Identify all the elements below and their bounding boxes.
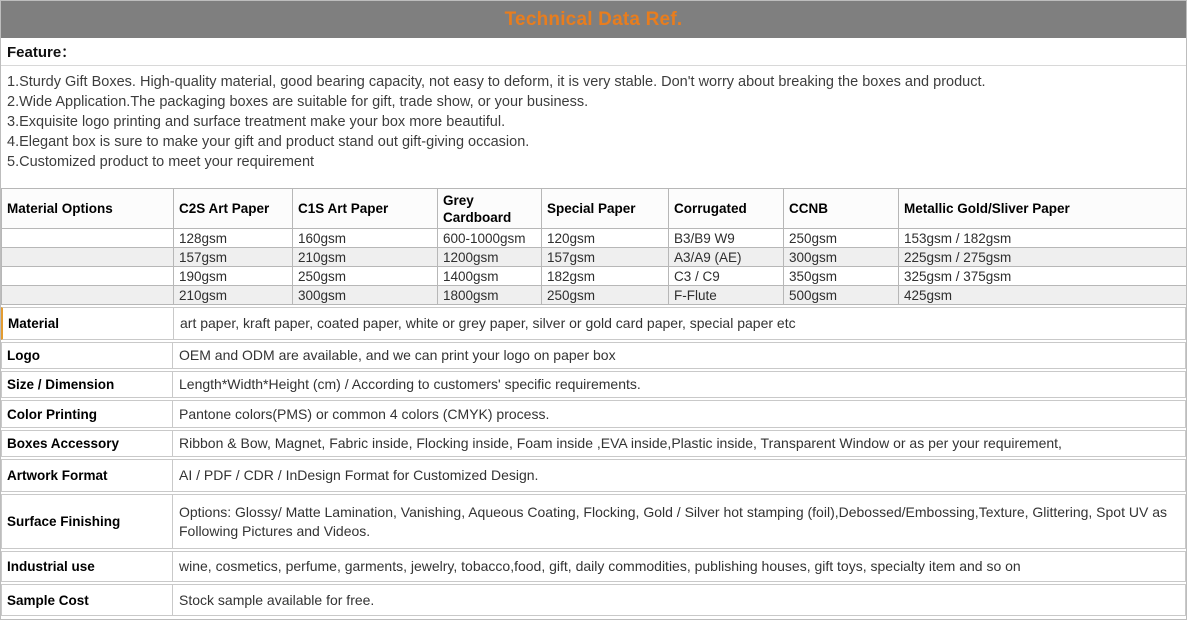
spec-cell: B3/B9 W9 <box>669 229 784 248</box>
detail-label: Material <box>3 308 174 339</box>
spec-cell: 250gsm <box>784 229 899 248</box>
spec-cell: 157gsm <box>174 248 293 267</box>
detail-label: Color Printing <box>2 401 173 427</box>
spec-cell: F-Flute <box>669 286 784 305</box>
detail-value: Ribbon & Bow, Magnet, Fabric inside, Flocking inside, Foam inside ,EVA inside,Plastic inside, Transparent Window or as per your requirement, <box>179 435 1062 451</box>
column-header-corrugated: Corrugated <box>669 189 784 229</box>
spec-cell: 160gsm <box>293 229 438 248</box>
spec-cell <box>2 229 174 248</box>
table-row <box>2 248 1187 267</box>
feature-item: 4.Elegant box is sure to make your gift and product stand out gift-giving occasion. <box>7 134 530 150</box>
column-header-material-options: Material Options <box>2 189 174 229</box>
detail-label: Boxes Accessory <box>2 431 173 456</box>
detail-label: Logo <box>2 343 173 368</box>
spec-cell: 500gsm <box>784 286 899 305</box>
detail-label: Industrial use <box>2 552 173 581</box>
detail-label: Artwork Format <box>2 460 173 491</box>
spec-cell: 120gsm <box>542 229 669 248</box>
column-header-ccnb: CCNB <box>784 189 899 229</box>
detail-value: art paper, kraft paper, coated paper, white or grey paper, silver or gold card paper, special paper etc <box>180 315 796 331</box>
feature-item: 5.Customized product to meet your requirement <box>7 154 315 170</box>
table-header-row <box>2 189 1187 229</box>
spec-cell: C3 / C9 <box>669 267 784 286</box>
feature-item: 3.Exquisite logo printing and surface treatment make your box more beautiful. <box>7 114 506 130</box>
table-row <box>2 229 1187 248</box>
page-title: Technical Data Ref. <box>504 8 683 30</box>
spec-cell <box>2 267 174 286</box>
detail-value: Options: Glossy/ Matte Lamination, Vanishing, Aqueous Coating, Flocking, Gold / Silver hot stamping (foil),Debossed/Embossing,Texture, Glittering, Spot UV as Following Pictures and Videos. <box>179 503 1167 539</box>
spec-cell: 182gsm <box>542 267 669 286</box>
detail-value: Pantone colors(PMS) or common 4 colors (CMYK) process. <box>179 405 550 422</box>
detail-row-surface-finishing <box>1 494 1186 549</box>
feature-heading-row <box>1 38 1186 66</box>
feature-item: 2.Wide Application.The packaging boxes are suitable for gift, trade show, or your business. <box>7 94 589 110</box>
spec-cell: 300gsm <box>784 248 899 267</box>
detail-row-industrial-use <box>1 551 1186 582</box>
details-section <box>1 307 1186 616</box>
spec-cell: 128gsm <box>174 229 293 248</box>
detail-value: Length*Width*Height (cm) / According to customers' specific requirements. <box>179 376 641 392</box>
detail-row-artwork-format <box>1 459 1186 492</box>
banner <box>1 1 1186 38</box>
spec-cell: 250gsm <box>542 286 669 305</box>
detail-value: OEM and ODM are available, and we can print your logo on paper box <box>179 347 616 363</box>
detail-value: AI / PDF / CDR / InDesign Format for Customized Design. <box>179 467 539 483</box>
detail-value: Stock sample available for free. <box>179 591 375 608</box>
detail-row-material <box>1 307 1186 340</box>
detail-row-logo <box>1 342 1186 369</box>
spec-cell: 210gsm <box>174 286 293 305</box>
spec-cell: 1200gsm <box>438 248 542 267</box>
detail-label: Size / Dimension <box>2 372 173 397</box>
detail-row-boxes-accessory <box>1 430 1186 457</box>
table-row <box>2 267 1187 286</box>
column-header-c1s-art-paper: C1S Art Paper <box>293 189 438 229</box>
spec-cell: 157gsm <box>542 248 669 267</box>
spec-cell <box>2 248 174 267</box>
spec-cell <box>2 286 174 305</box>
spec-cell: 300gsm <box>293 286 438 305</box>
spec-cell: 425gsm <box>899 286 1187 305</box>
material-options-table <box>1 188 1187 305</box>
column-header-grey-cardboard: Grey Cardboard <box>438 189 542 229</box>
spec-cell: 600-1000gsm <box>438 229 542 248</box>
spec-cell: 350gsm <box>784 267 899 286</box>
detail-value: wine, cosmetics, perfume, garments, jewelry, tobacco,food, gift, daily commodities, publishing houses, gift toys, specialty item and so on <box>179 558 1021 574</box>
spec-cell: 250gsm <box>293 267 438 286</box>
detail-label: Surface Finishing <box>2 495 173 548</box>
feature-heading: Feature： <box>7 44 77 61</box>
feature-item: 1.Sturdy Gift Boxes. High-quality material, good bearing capacity, not easy to deform, it is very stable. Don't worry about breaking the boxes and product. <box>7 74 986 90</box>
spec-cell: A3/A9 (AE) <box>669 248 784 267</box>
spec-cell: 225gsm / 275gsm <box>899 248 1187 267</box>
detail-row-size-dimension <box>1 371 1186 398</box>
feature-list <box>1 66 1186 188</box>
column-header-metallic-gold-sliver-paper: Metallic Gold/Sliver Paper <box>899 189 1187 229</box>
column-header-special-paper: Special Paper <box>542 189 669 229</box>
spec-cell: 1800gsm <box>438 286 542 305</box>
column-header-c2s-art-paper: C2S Art Paper <box>174 189 293 229</box>
detail-label: Sample Cost <box>2 585 173 615</box>
detail-row-sample-cost <box>1 584 1186 616</box>
spec-cell: 153gsm / 182gsm <box>899 229 1187 248</box>
spec-cell: 1400gsm <box>438 267 542 286</box>
detail-row-color-printing <box>1 400 1186 428</box>
spec-cell: 190gsm <box>174 267 293 286</box>
spec-cell: 325gsm / 375gsm <box>899 267 1187 286</box>
spec-cell: 210gsm <box>293 248 438 267</box>
table-row <box>2 286 1187 305</box>
